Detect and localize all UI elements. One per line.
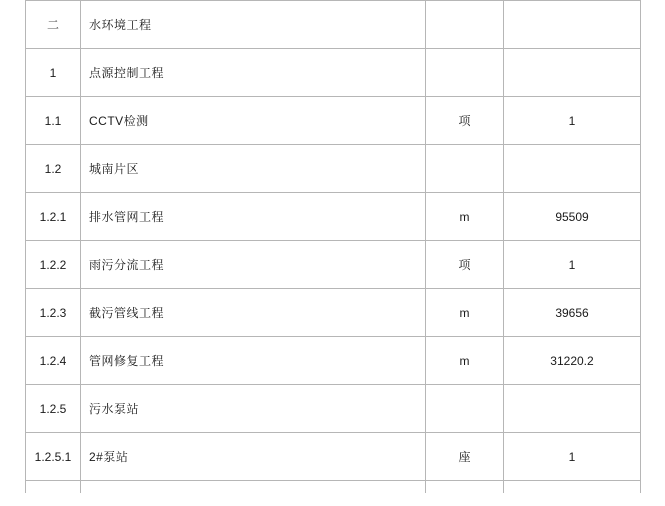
row-number-cell: 1.2.5 [26,385,81,433]
engineering-items-table [25,0,641,493]
row-quantity-cell: 1 [504,241,641,289]
table-row [26,289,641,337]
table-row [26,97,641,145]
row-unit-cell: 项 [426,97,504,145]
row-quantity-cell [504,385,641,433]
row-unit-cell [426,385,504,433]
row-number-cell: 1.2.3 [26,289,81,337]
row-number-cell: 1.2.5.1 [26,433,81,481]
row-quantity-cell [504,49,641,97]
row-unit-cell: 项 [426,241,504,289]
row-name-cell [81,481,426,493]
row-unit-cell: m [426,337,504,385]
row-quantity-cell: 1 [504,433,641,481]
row-quantity-cell: 31220.2 [504,337,641,385]
table-row-partial [26,481,641,493]
row-unit-cell: m [426,193,504,241]
row-unit-cell [426,49,504,97]
row-name-cell: 点源控制工程 [81,49,426,97]
table-row [26,241,641,289]
row-quantity-cell: 39656 [504,289,641,337]
row-name-cell: 管网修复工程 [81,337,426,385]
row-quantity-cell: 95509 [504,193,641,241]
row-name-cell: 污水泵站 [81,385,426,433]
table-body [26,1,641,493]
row-unit-cell: 座 [426,433,504,481]
row-number-cell: 1.1 [26,97,81,145]
row-unit-cell [426,1,504,49]
row-number-cell: 1 [26,49,81,97]
row-number-cell: 1.2.2 [26,241,81,289]
row-number-cell: 1.2.4 [26,337,81,385]
row-name-cell: 排水管网工程 [81,193,426,241]
row-name-cell: 截污管线工程 [81,289,426,337]
row-name-cell: CCTV检测 [81,97,426,145]
row-name-cell: 城南片区 [81,145,426,193]
table-row [26,49,641,97]
row-quantity-cell [504,145,641,193]
table-row [26,337,641,385]
row-quantity-cell [504,481,641,493]
row-unit-cell [426,481,504,493]
row-number-cell [26,481,81,493]
row-number-cell: 1.2 [26,145,81,193]
row-name-cell: 雨污分流工程 [81,241,426,289]
table-row [26,1,641,49]
table-row [26,145,641,193]
table-row [26,433,641,481]
row-name-cell: 水环境工程 [81,1,426,49]
table-row [26,193,641,241]
row-quantity-cell: 1 [504,97,641,145]
row-number-cell: 1.2.1 [26,193,81,241]
row-quantity-cell [504,1,641,49]
table-row [26,385,641,433]
row-name-cell: 2#泵站 [81,433,426,481]
row-number-cell: 二 [26,1,81,49]
row-unit-cell: m [426,289,504,337]
row-unit-cell [426,145,504,193]
